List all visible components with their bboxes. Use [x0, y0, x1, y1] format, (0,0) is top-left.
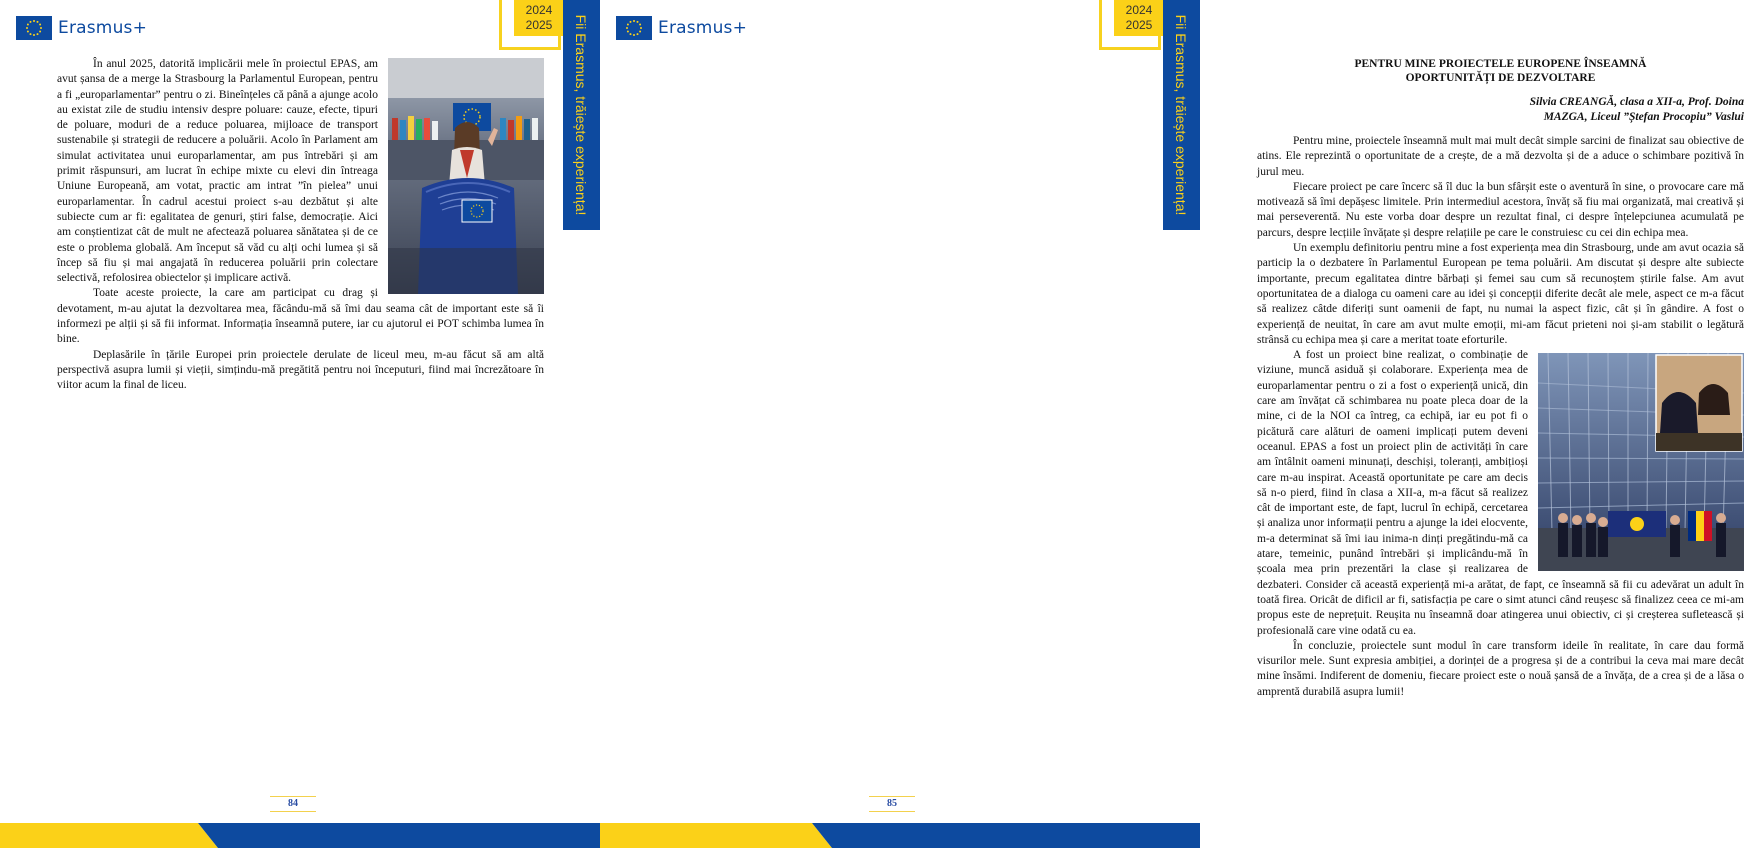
photo-illustration [1538, 353, 1744, 571]
left-paragraph-1: În anul 2025, datorită implicării mele în proiectul EPAS, am avut șansa de a merge la Strasbourg la Parlamentul European, pentru a fi „europarlamentar” pentru o zi. Bineînțeles că până a ajunge acolo au existat zile de studiu intensiv despre poluare: cauze, efecte, tipuri de poluare, moduri de a reduce poluarea, mijloace de transport sustenabile și strategii de reducere a poluării. Acolo în Parlament am simulat activitatea unui europarlamentar, am pus întrebări și am primit răspunsuri, am lucrat în echipe mixte cu elevi din întreaga Uniune Europeană, am votat, practic am intrat ”în pielea” unui europarlamentar. În cadrul acestui proiect s-au dezbătut și alte subiecte cum ar fi: egalitatea de genuri, știri false, democrație. Aici am conștientizat cât de mult ne afectează poluarea sănătatea și de ce este o problema globală. Am început să văd cu alți ochi lumea și să încep să fiu și mai angajată în reducerea poluării prin colectare selectivă, refolosirea obiectelor și implicare activă. [57, 58, 378, 285]
year-end: 2025 [525, 18, 553, 32]
parliament-group-photo [1538, 353, 1744, 571]
author-line-2: MAZGA, Liceul ”Ștefan Procopiu” Vaslui [1543, 110, 1744, 123]
right-article-body [1257, 57, 1744, 700]
side-slogan: Fii Erasmus, trăiește experiența! [1173, 14, 1189, 216]
left-paragraph-2: Toate aceste proiecte, la care am participat cu drag și devotament, m-au ajutat la dezvoltarea mea, făcându-mă să îmi dau seama cât de important este să îi informezi pe alții și să fii informat. Informația înseamnă putere, iar cu ajutorul ei POT schimba lumea în bine. [57, 287, 544, 346]
author-line-1: Silvia CREANGĂ, clasa a XII-a, Prof. Doina [1529, 96, 1744, 108]
side-slogan: Fii Erasmus, trăiește experiența! [573, 14, 589, 216]
right-paragraph-4: A fost un proiect bine realizat, o combinație de viziune, muncă asiduă și colaborare. Experiența mea de europarlamentar pentru o zi a fost o experiență unică, din care am învățat că schimbarea nu poate pleca doar de la mine, ci de la NOI ca întreg, ca echipă, iar eu pot fi o picătură care alături de oameni implicați putem deveni oceanul. EPAS a fost un proiect plin de activități în care am întâlnit oameni minunați, deschiși, toleranți, ambițioși care m-au inspirat. Această oportunitate pe care am decis să n-o pierd, fiind în clasa a XII-a, m-a făcut să realizez cât de important este, de fapt, lucrul în echipă, cercetarea și analiza unor informații pentru a ajunge la idei elocvente, m-a determinat să îmi iau inima-n dinți pregătindu-mă ca atare, temeinic, punând întrebări și implicându-mă în școala mea prin prezentări la clase și realizarea de dezbateri. Consider că această experiență mi-a arătat, de fapt, ce înseamnă să fii cu adevărat un adult în toată firea. Oricât de dificil ar fi, satisfacția pe care o simt atunci când reușesc să finalizez ceea ce mi-am propus este de neprețuit. Reușita nu înseamnă doar atingerea unui obiectiv, ci și creșterea sufletească și profesională care vine odată cu ea. [1257, 349, 1744, 637]
right-paragraph-2: Fiecare proiect pe care încerc să îl duc la bun sfârșit este o aventură în sine, o provocare care mă motivează să îmi depășesc limitele. Prin intermediul acestora, învăț să fiu mai organizată, mai creativă și mai perseverentă. Nu este vorba doar despre un rezultat final, ci despre înțelepciunea acumulată pe parcurs, despre lecțiile învățate și despre relațiile pe care le construiesc cu cei din echipa mea. [1257, 180, 1744, 239]
article-title-line-1: PENTRU MINE PROIECTELE EUROPENE ÎNSEAMNĂ [1354, 58, 1647, 70]
year-start: 2024 [525, 3, 553, 17]
footer-band [600, 823, 1200, 848]
footer-band [0, 823, 600, 848]
parliament-podium-photo [388, 58, 544, 294]
brand-name: Erasmus+ [58, 18, 148, 38]
eu-flag-icon [616, 16, 652, 40]
brand-name: Erasmus+ [658, 18, 748, 38]
right-paragraph-3: Un exemplu definitoriu pentru mine a fost experiența mea din Strasbourg, unde am avut ocazia să particip la o dezbatere în Parlamentul European pe tema poluării. Am discutat și despre alte subiecte importante, precum egalitatea dintre bărbați și femei sau cum să recunoștem știrile false. Am avut oportunitatea de a dialoga cu oameni care au idei și concepții diferite decât ale mele, aspect ce m-a făcut să realizez câtde diferiți sunt oamenii de fapt, nu numai la aspect fizic, cât și în gândire. A fost o experiență de neuitat, în care am avut multe emoții, mi-am făcut prieteni noi și-am stabilit o legătură strânsă cu echipa mea și care a meritat toate eforturile. [1257, 242, 1744, 346]
right-paragraph-1: Pentru mine, proiectele înseamnă mult mai mult decât simple sarcini de finalizat sau obiective de atins. Ele reprezintă o oportunitate de a crește, de a mă dezvolta și de a aduce o schimbare pozitivă în jurul meu. [1257, 135, 1744, 178]
left-article-body [57, 57, 544, 394]
year-start: 2024 [1125, 3, 1153, 17]
erasmus-logo [16, 14, 147, 42]
year-label [514, 3, 564, 33]
year-end: 2025 [1125, 18, 1153, 32]
photo-illustration [388, 58, 544, 294]
page-number: 85 [869, 796, 915, 812]
article-title-line-2: OPORTUNITĂȚI DE DEZVOLTARE [1405, 72, 1596, 84]
article-author [1257, 95, 1744, 124]
left-paragraph-3: Deplasările în țările Europei prin proiectele derulate de liceul meu, m-au făcut să am altă perspectivă asupra lumii și vieții, simțindu-mă pregătită pentru noi începuturi, fiind mai încrezătoare în viitor acum la final de liceu. [57, 348, 544, 392]
erasmus-logo [616, 14, 747, 42]
page-85 [600, 0, 1744, 848]
article-title [1257, 57, 1744, 85]
page-number: 84 [270, 796, 316, 812]
page-84 [0, 0, 600, 848]
right-paragraph-5: În concluzie, proiectele sunt modul în care transform ideile în realitate, în care dau formă visurilor mele. Sunt expresia ambiției, a dorinței de a progresa și de a contribui la ceva mai mare decât mine însămi. Indiferent de domeniu, fiecare proiect este o nouă șansă de a învăța, de a crea și de a lăsa o amprentă durabilă asupra lumii! [1257, 639, 1744, 698]
year-label [1114, 3, 1164, 33]
eu-flag-icon [16, 16, 52, 40]
